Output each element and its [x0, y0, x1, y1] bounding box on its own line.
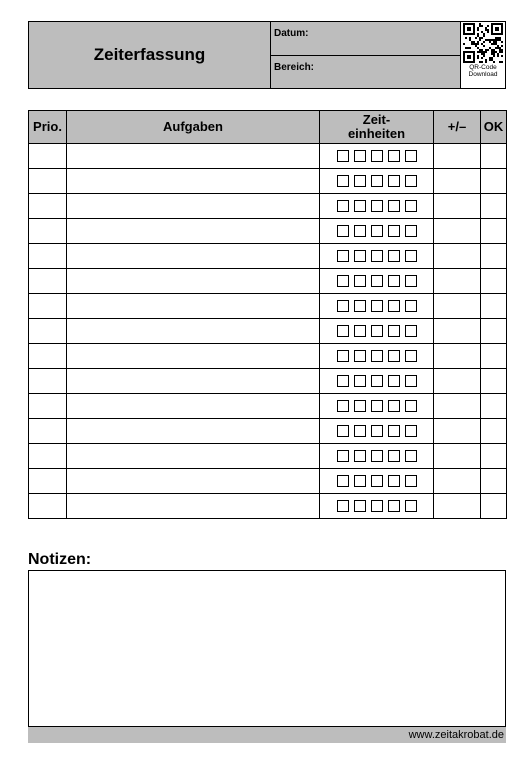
ok-cell[interactable] — [481, 194, 507, 219]
time-unit-checkbox[interactable] — [371, 375, 383, 387]
units-cell[interactable] — [320, 294, 434, 319]
time-unit-checkbox[interactable] — [388, 275, 400, 287]
prio-cell[interactable] — [29, 444, 67, 469]
ok-cell[interactable] — [481, 319, 507, 344]
units-cell[interactable] — [320, 269, 434, 294]
time-unit-checkbox[interactable] — [405, 225, 417, 237]
time-unit-checkbox[interactable] — [354, 175, 366, 187]
prio-cell[interactable] — [29, 469, 67, 494]
ok-cell[interactable] — [481, 144, 507, 169]
time-unit-checkbox[interactable] — [354, 500, 366, 512]
ok-cell[interactable] — [481, 244, 507, 269]
ok-cell[interactable] — [481, 494, 507, 519]
ok-cell[interactable] — [481, 444, 507, 469]
task-table-body — [29, 144, 507, 519]
time-unit-checkbox[interactable] — [337, 275, 349, 287]
units-cell[interactable] — [320, 494, 434, 519]
qr-caption-line2: Download — [468, 71, 498, 78]
task-cell[interactable] — [67, 169, 320, 194]
table-row — [29, 144, 507, 169]
plusminus-cell[interactable] — [434, 319, 481, 344]
time-unit-checkbox[interactable] — [371, 200, 383, 212]
plusminus-cell[interactable] — [434, 344, 481, 369]
header — [28, 21, 506, 89]
time-unit-checkbox[interactable] — [371, 425, 383, 437]
prio-cell[interactable] — [29, 269, 67, 294]
time-unit-checkbox[interactable] — [354, 425, 366, 437]
area-field[interactable]: Bereich: — [271, 55, 460, 89]
time-unit-checkbox[interactable] — [388, 300, 400, 312]
time-unit-checkbox[interactable] — [337, 450, 349, 462]
time-unit-checkbox[interactable] — [388, 250, 400, 262]
table-row — [29, 244, 507, 269]
time-unit-checkbox[interactable] — [405, 200, 417, 212]
header-fields — [271, 22, 461, 88]
prio-cell[interactable] — [29, 144, 67, 169]
plusminus-cell[interactable] — [434, 394, 481, 419]
units-cell[interactable] — [320, 169, 434, 194]
time-unit-checkbox[interactable] — [371, 400, 383, 412]
task-cell[interactable] — [67, 369, 320, 394]
time-unit-checkbox[interactable] — [337, 300, 349, 312]
table-row — [29, 344, 507, 369]
plusminus-cell[interactable] — [434, 144, 481, 169]
table-row — [29, 194, 507, 219]
units-cell[interactable] — [320, 194, 434, 219]
time-unit-checkbox[interactable] — [337, 375, 349, 387]
table-row — [29, 294, 507, 319]
time-unit-checkbox[interactable] — [388, 375, 400, 387]
qr-code[interactable] — [461, 22, 505, 88]
units-cell[interactable] — [320, 219, 434, 244]
ok-cell[interactable] — [481, 344, 507, 369]
page-title: Zeiterfassung — [29, 22, 271, 88]
time-unit-checkbox[interactable] — [371, 250, 383, 262]
table-row — [29, 269, 507, 294]
time-unit-checkbox[interactable] — [388, 225, 400, 237]
plusminus-cell[interactable] — [434, 219, 481, 244]
time-unit-checkbox[interactable] — [371, 500, 383, 512]
plusminus-cell[interactable] — [434, 419, 481, 444]
plusminus-cell[interactable] — [434, 194, 481, 219]
time-unit-checkbox[interactable] — [405, 150, 417, 162]
time-unit-checkbox[interactable] — [337, 325, 349, 337]
units-cell[interactable] — [320, 244, 434, 269]
task-cell[interactable] — [67, 194, 320, 219]
task-cell[interactable] — [67, 219, 320, 244]
time-unit-checkbox[interactable] — [371, 450, 383, 462]
prio-cell[interactable] — [29, 319, 67, 344]
table-row — [29, 394, 507, 419]
time-unit-checkbox[interactable] — [354, 225, 366, 237]
plusminus-cell[interactable] — [434, 294, 481, 319]
plusminus-cell[interactable] — [434, 244, 481, 269]
plusminus-cell[interactable] — [434, 469, 481, 494]
units-cell[interactable] — [320, 144, 434, 169]
table-header-row — [29, 111, 507, 144]
time-unit-checkbox[interactable] — [354, 200, 366, 212]
time-unit-checkbox[interactable] — [371, 325, 383, 337]
time-unit-checkbox[interactable] — [388, 350, 400, 362]
time-unit-checkbox[interactable] — [388, 175, 400, 187]
time-unit-checkbox[interactable] — [405, 500, 417, 512]
col-header-plusminus: +/– — [434, 111, 481, 144]
task-cell[interactable] — [67, 444, 320, 469]
time-unit-checkbox[interactable] — [337, 500, 349, 512]
time-unit-checkbox[interactable] — [337, 175, 349, 187]
task-cell[interactable] — [67, 469, 320, 494]
time-unit-checkbox[interactable] — [371, 225, 383, 237]
footer-url: www.zeitakrobat.de — [408, 729, 504, 741]
time-unit-checkbox[interactable] — [405, 250, 417, 262]
prio-cell[interactable] — [29, 419, 67, 444]
task-cell[interactable] — [67, 344, 320, 369]
time-unit-checkbox[interactable] — [354, 150, 366, 162]
time-unit-checkbox[interactable] — [388, 200, 400, 212]
prio-cell[interactable] — [29, 369, 67, 394]
time-unit-checkbox[interactable] — [354, 300, 366, 312]
prio-cell[interactable] — [29, 219, 67, 244]
time-unit-checkbox[interactable] — [337, 425, 349, 437]
time-unit-checkbox[interactable] — [354, 450, 366, 462]
time-unit-checkbox[interactable] — [405, 400, 417, 412]
task-cell[interactable] — [67, 269, 320, 294]
time-unit-checkbox[interactable] — [354, 325, 366, 337]
time-unit-checkbox[interactable] — [405, 300, 417, 312]
prio-cell[interactable] — [29, 244, 67, 269]
units-cell[interactable] — [320, 419, 434, 444]
prio-cell[interactable] — [29, 294, 67, 319]
time-unit-checkbox[interactable] — [371, 350, 383, 362]
time-unit-checkbox[interactable] — [371, 175, 383, 187]
time-unit-checkbox[interactable] — [405, 475, 417, 487]
time-unit-checkbox[interactable] — [371, 300, 383, 312]
task-cell[interactable] — [67, 494, 320, 519]
task-table — [28, 110, 507, 519]
prio-cell[interactable] — [29, 344, 67, 369]
time-unit-checkbox[interactable] — [405, 175, 417, 187]
plusminus-cell[interactable] — [434, 269, 481, 294]
col-header-ok: OK — [481, 111, 507, 144]
ok-cell[interactable] — [481, 469, 507, 494]
task-cell[interactable] — [67, 294, 320, 319]
ok-cell[interactable] — [481, 169, 507, 194]
prio-cell[interactable] — [29, 194, 67, 219]
ok-cell[interactable] — [481, 394, 507, 419]
col-header-units-line1: Zeit- — [362, 112, 391, 127]
time-unit-checkbox[interactable] — [388, 450, 400, 462]
task-cell[interactable] — [67, 319, 320, 344]
time-unit-checkbox[interactable] — [405, 275, 417, 287]
units-cell[interactable] — [320, 319, 434, 344]
qr-code-icon — [463, 23, 503, 63]
qr-caption — [469, 64, 498, 78]
time-unit-checkbox[interactable] — [371, 150, 383, 162]
col-header-tasks: Aufgaben — [67, 111, 320, 144]
time-unit-checkbox[interactable] — [354, 350, 366, 362]
table-row — [29, 219, 507, 244]
time-unit-checkbox[interactable] — [371, 275, 383, 287]
time-unit-checkbox[interactable] — [405, 425, 417, 437]
time-unit-checkbox[interactable] — [405, 450, 417, 462]
units-cell[interactable] — [320, 344, 434, 369]
time-unit-checkbox[interactable] — [337, 200, 349, 212]
table-row — [29, 469, 507, 494]
prio-cell[interactable] — [29, 394, 67, 419]
units-cell[interactable] — [320, 394, 434, 419]
time-unit-checkbox[interactable] — [388, 425, 400, 437]
col-header-prio: Prio. — [29, 111, 67, 144]
ok-cell[interactable] — [481, 369, 507, 394]
task-cell[interactable] — [67, 244, 320, 269]
plusminus-cell[interactable] — [434, 444, 481, 469]
date-field[interactable]: Datum: — [274, 28, 309, 39]
footer — [28, 727, 506, 743]
time-unit-checkbox[interactable] — [337, 150, 349, 162]
time-unit-checkbox[interactable] — [337, 250, 349, 262]
time-unit-checkbox[interactable] — [388, 400, 400, 412]
time-unit-checkbox[interactable] — [337, 350, 349, 362]
plusminus-cell[interactable] — [434, 169, 481, 194]
task-cell[interactable] — [67, 144, 320, 169]
time-unit-checkbox[interactable] — [388, 500, 400, 512]
ok-cell[interactable] — [481, 219, 507, 244]
ok-cell[interactable] — [481, 294, 507, 319]
plusminus-cell[interactable] — [434, 369, 481, 394]
task-cell[interactable] — [67, 419, 320, 444]
time-unit-checkbox[interactable] — [371, 475, 383, 487]
col-header-units-line2: einheiten — [347, 126, 406, 141]
col-header-units — [320, 111, 434, 144]
table-row — [29, 369, 507, 394]
prio-cell[interactable] — [29, 494, 67, 519]
prio-cell[interactable] — [29, 169, 67, 194]
units-cell[interactable] — [320, 369, 434, 394]
table-row — [29, 444, 507, 469]
qr-caption-line1: QR-Code — [469, 64, 497, 71]
time-unit-checkbox[interactable] — [354, 475, 366, 487]
time-unit-checkbox[interactable] — [405, 350, 417, 362]
ok-cell[interactable] — [481, 269, 507, 294]
time-unit-checkbox[interactable] — [354, 275, 366, 287]
time-unit-checkbox[interactable] — [354, 400, 366, 412]
table-row — [29, 494, 507, 519]
table-row — [29, 419, 507, 444]
time-unit-checkbox[interactable] — [354, 250, 366, 262]
time-unit-checkbox[interactable] — [388, 325, 400, 337]
notes-area[interactable] — [28, 570, 506, 727]
table-row — [29, 319, 507, 344]
units-cell[interactable] — [320, 444, 434, 469]
notes-label: Notizen: — [28, 551, 92, 568]
units-cell[interactable] — [320, 469, 434, 494]
time-unit-checkbox[interactable] — [405, 375, 417, 387]
table-row — [29, 169, 507, 194]
time-unit-checkbox[interactable] — [337, 475, 349, 487]
time-unit-checkbox[interactable] — [337, 400, 349, 412]
time-unit-checkbox[interactable] — [388, 475, 400, 487]
ok-cell[interactable] — [481, 419, 507, 444]
plusminus-cell[interactable] — [434, 494, 481, 519]
time-unit-checkbox[interactable] — [405, 325, 417, 337]
time-unit-checkbox[interactable] — [388, 150, 400, 162]
time-unit-checkbox[interactable] — [337, 225, 349, 237]
task-cell[interactable] — [67, 394, 320, 419]
time-unit-checkbox[interactable] — [354, 375, 366, 387]
